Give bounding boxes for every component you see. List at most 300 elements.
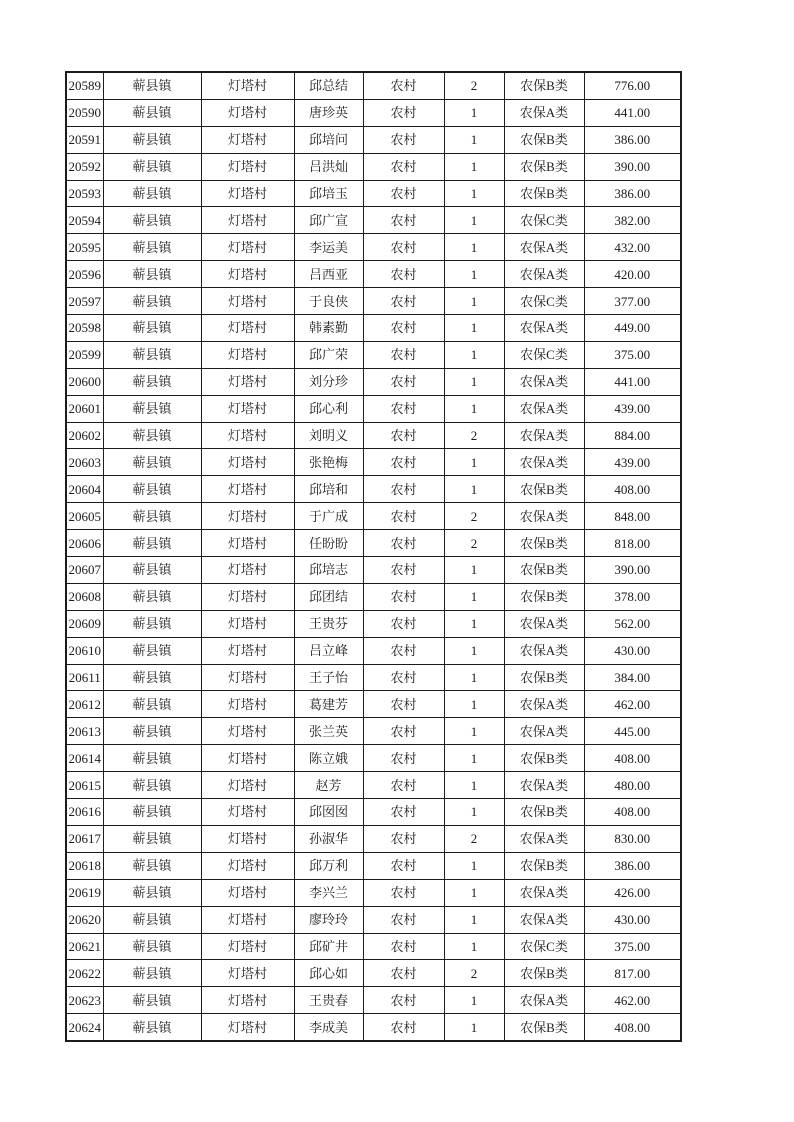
cell-id: 20613 bbox=[66, 718, 103, 745]
cell-town: 蕲县镇 bbox=[103, 153, 201, 180]
cell-count: 1 bbox=[444, 234, 504, 261]
cell-town: 蕲县镇 bbox=[103, 530, 201, 557]
cell-name: 邱培和 bbox=[294, 476, 363, 503]
cell-category: 农村 bbox=[363, 315, 444, 342]
cell-name: 孙淑华 bbox=[294, 825, 363, 852]
cell-count: 1 bbox=[444, 799, 504, 826]
cell-count: 1 bbox=[444, 126, 504, 153]
cell-amount: 776.00 bbox=[584, 72, 681, 99]
table-body bbox=[66, 72, 681, 1041]
cell-village: 灯塔村 bbox=[201, 72, 294, 99]
cell-name: 邱广宣 bbox=[294, 207, 363, 234]
table-row bbox=[66, 960, 681, 987]
cell-count: 1 bbox=[444, 906, 504, 933]
cell-category: 农村 bbox=[363, 718, 444, 745]
cell-name: 李运美 bbox=[294, 234, 363, 261]
cell-village: 灯塔村 bbox=[201, 852, 294, 879]
cell-village: 灯塔村 bbox=[201, 664, 294, 691]
table-row bbox=[66, 395, 681, 422]
cell-name: 刘分珍 bbox=[294, 368, 363, 395]
cell-category: 农村 bbox=[363, 987, 444, 1014]
cell-insurance_type: 农保C类 bbox=[504, 207, 584, 234]
cell-id: 20605 bbox=[66, 503, 103, 530]
cell-insurance_type: 农保B类 bbox=[504, 530, 584, 557]
cell-count: 1 bbox=[444, 1014, 504, 1041]
cell-village: 灯塔村 bbox=[201, 960, 294, 987]
cell-amount: 378.00 bbox=[584, 583, 681, 610]
cell-name: 邱培问 bbox=[294, 126, 363, 153]
cell-insurance_type: 农保A类 bbox=[504, 691, 584, 718]
cell-name: 吕立峰 bbox=[294, 637, 363, 664]
cell-count: 1 bbox=[444, 207, 504, 234]
cell-category: 农村 bbox=[363, 825, 444, 852]
cell-town: 蕲县镇 bbox=[103, 987, 201, 1014]
cell-amount: 375.00 bbox=[584, 341, 681, 368]
cell-id: 20595 bbox=[66, 234, 103, 261]
cell-town: 蕲县镇 bbox=[103, 449, 201, 476]
cell-amount: 408.00 bbox=[584, 745, 681, 772]
table-row bbox=[66, 72, 681, 99]
cell-count: 2 bbox=[444, 530, 504, 557]
cell-category: 农村 bbox=[363, 1014, 444, 1041]
cell-insurance_type: 农保A类 bbox=[504, 879, 584, 906]
cell-name: 王贵春 bbox=[294, 987, 363, 1014]
table-row bbox=[66, 368, 681, 395]
cell-town: 蕲县镇 bbox=[103, 799, 201, 826]
cell-count: 1 bbox=[444, 933, 504, 960]
cell-category: 农村 bbox=[363, 530, 444, 557]
cell-name: 邱培志 bbox=[294, 557, 363, 584]
cell-town: 蕲县镇 bbox=[103, 960, 201, 987]
cell-insurance_type: 农保A类 bbox=[504, 261, 584, 288]
cell-insurance_type: 农保B类 bbox=[504, 1014, 584, 1041]
cell-id: 20591 bbox=[66, 126, 103, 153]
cell-insurance_type: 农保A类 bbox=[504, 315, 584, 342]
cell-insurance_type: 农保B类 bbox=[504, 72, 584, 99]
cell-id: 20622 bbox=[66, 960, 103, 987]
cell-amount: 382.00 bbox=[584, 207, 681, 234]
cell-id: 20623 bbox=[66, 987, 103, 1014]
cell-id: 20599 bbox=[66, 341, 103, 368]
cell-amount: 817.00 bbox=[584, 960, 681, 987]
cell-id: 20600 bbox=[66, 368, 103, 395]
cell-village: 灯塔村 bbox=[201, 395, 294, 422]
cell-insurance_type: 农保A类 bbox=[504, 637, 584, 664]
cell-town: 蕲县镇 bbox=[103, 772, 201, 799]
cell-amount: 462.00 bbox=[584, 987, 681, 1014]
cell-town: 蕲县镇 bbox=[103, 933, 201, 960]
cell-category: 农村 bbox=[363, 960, 444, 987]
cell-id: 20620 bbox=[66, 906, 103, 933]
cell-town: 蕲县镇 bbox=[103, 476, 201, 503]
cell-id: 20607 bbox=[66, 557, 103, 584]
cell-insurance_type: 农保A类 bbox=[504, 610, 584, 637]
cell-village: 灯塔村 bbox=[201, 126, 294, 153]
cell-amount: 390.00 bbox=[584, 153, 681, 180]
cell-category: 农村 bbox=[363, 422, 444, 449]
cell-town: 蕲县镇 bbox=[103, 583, 201, 610]
cell-id: 20598 bbox=[66, 315, 103, 342]
cell-insurance_type: 农保A类 bbox=[504, 906, 584, 933]
cell-name: 陈立娥 bbox=[294, 745, 363, 772]
cell-count: 1 bbox=[444, 637, 504, 664]
cell-category: 农村 bbox=[363, 799, 444, 826]
cell-name: 于良侠 bbox=[294, 288, 363, 315]
cell-village: 灯塔村 bbox=[201, 530, 294, 557]
table-row bbox=[66, 315, 681, 342]
cell-village: 灯塔村 bbox=[201, 99, 294, 126]
cell-village: 灯塔村 bbox=[201, 449, 294, 476]
cell-town: 蕲县镇 bbox=[103, 341, 201, 368]
cell-town: 蕲县镇 bbox=[103, 745, 201, 772]
cell-name: 李兴兰 bbox=[294, 879, 363, 906]
cell-category: 农村 bbox=[363, 637, 444, 664]
cell-name: 李成美 bbox=[294, 1014, 363, 1041]
cell-name: 邱团结 bbox=[294, 583, 363, 610]
table-row bbox=[66, 476, 681, 503]
cell-amount: 386.00 bbox=[584, 180, 681, 207]
cell-name: 葛建芳 bbox=[294, 691, 363, 718]
cell-insurance_type: 农保B类 bbox=[504, 153, 584, 180]
cell-id: 20624 bbox=[66, 1014, 103, 1041]
cell-town: 蕲县镇 bbox=[103, 261, 201, 288]
cell-id: 20618 bbox=[66, 852, 103, 879]
cell-count: 1 bbox=[444, 180, 504, 207]
cell-insurance_type: 农保B类 bbox=[504, 476, 584, 503]
cell-name: 任盼盼 bbox=[294, 530, 363, 557]
cell-name: 刘明义 bbox=[294, 422, 363, 449]
cell-id: 20606 bbox=[66, 530, 103, 557]
cell-name: 吕西亚 bbox=[294, 261, 363, 288]
cell-insurance_type: 农保B类 bbox=[504, 852, 584, 879]
cell-id: 20594 bbox=[66, 207, 103, 234]
table-row bbox=[66, 557, 681, 584]
cell-count: 2 bbox=[444, 960, 504, 987]
cell-village: 灯塔村 bbox=[201, 557, 294, 584]
table-row bbox=[66, 691, 681, 718]
cell-insurance_type: 农保A类 bbox=[504, 395, 584, 422]
cell-category: 农村 bbox=[363, 153, 444, 180]
cell-name: 邱总结 bbox=[294, 72, 363, 99]
cell-amount: 430.00 bbox=[584, 906, 681, 933]
cell-town: 蕲县镇 bbox=[103, 825, 201, 852]
cell-village: 灯塔村 bbox=[201, 288, 294, 315]
cell-id: 20602 bbox=[66, 422, 103, 449]
cell-town: 蕲县镇 bbox=[103, 691, 201, 718]
cell-id: 20619 bbox=[66, 879, 103, 906]
cell-count: 1 bbox=[444, 557, 504, 584]
cell-village: 灯塔村 bbox=[201, 341, 294, 368]
cell-name: 邱广荣 bbox=[294, 341, 363, 368]
cell-village: 灯塔村 bbox=[201, 368, 294, 395]
cell-name: 于广成 bbox=[294, 503, 363, 530]
cell-village: 灯塔村 bbox=[201, 610, 294, 637]
cell-id: 20593 bbox=[66, 180, 103, 207]
table-row bbox=[66, 530, 681, 557]
cell-village: 灯塔村 bbox=[201, 879, 294, 906]
cell-name: 王子怡 bbox=[294, 664, 363, 691]
cell-category: 农村 bbox=[363, 449, 444, 476]
benefits-table bbox=[65, 71, 682, 1042]
cell-insurance_type: 农保A类 bbox=[504, 503, 584, 530]
cell-id: 20610 bbox=[66, 637, 103, 664]
cell-insurance_type: 农保C类 bbox=[504, 933, 584, 960]
table-row bbox=[66, 799, 681, 826]
cell-town: 蕲县镇 bbox=[103, 288, 201, 315]
cell-name: 邱万利 bbox=[294, 852, 363, 879]
cell-category: 农村 bbox=[363, 261, 444, 288]
cell-id: 20597 bbox=[66, 288, 103, 315]
cell-id: 20612 bbox=[66, 691, 103, 718]
cell-category: 农村 bbox=[363, 933, 444, 960]
cell-town: 蕲县镇 bbox=[103, 126, 201, 153]
cell-count: 1 bbox=[444, 449, 504, 476]
table-row bbox=[66, 261, 681, 288]
table-row bbox=[66, 234, 681, 261]
cell-amount: 441.00 bbox=[584, 368, 681, 395]
table-row bbox=[66, 906, 681, 933]
cell-amount: 420.00 bbox=[584, 261, 681, 288]
cell-count: 1 bbox=[444, 288, 504, 315]
cell-count: 1 bbox=[444, 368, 504, 395]
cell-insurance_type: 农保A类 bbox=[504, 772, 584, 799]
cell-town: 蕲县镇 bbox=[103, 72, 201, 99]
table-row bbox=[66, 99, 681, 126]
cell-count: 1 bbox=[444, 341, 504, 368]
cell-town: 蕲县镇 bbox=[103, 852, 201, 879]
cell-insurance_type: 农保B类 bbox=[504, 180, 584, 207]
cell-amount: 449.00 bbox=[584, 315, 681, 342]
cell-amount: 377.00 bbox=[584, 288, 681, 315]
cell-village: 灯塔村 bbox=[201, 207, 294, 234]
cell-name: 邱心利 bbox=[294, 395, 363, 422]
cell-name: 王贵芬 bbox=[294, 610, 363, 637]
cell-amount: 848.00 bbox=[584, 503, 681, 530]
cell-id: 20616 bbox=[66, 799, 103, 826]
cell-count: 1 bbox=[444, 852, 504, 879]
cell-id: 20601 bbox=[66, 395, 103, 422]
table-row bbox=[66, 583, 681, 610]
table-row bbox=[66, 422, 681, 449]
cell-insurance_type: 农保B类 bbox=[504, 583, 584, 610]
cell-id: 20609 bbox=[66, 610, 103, 637]
cell-id: 20611 bbox=[66, 664, 103, 691]
cell-town: 蕲县镇 bbox=[103, 879, 201, 906]
cell-category: 农村 bbox=[363, 234, 444, 261]
cell-amount: 562.00 bbox=[584, 610, 681, 637]
cell-amount: 441.00 bbox=[584, 99, 681, 126]
cell-amount: 462.00 bbox=[584, 691, 681, 718]
cell-name: 唐珍英 bbox=[294, 99, 363, 126]
cell-amount: 818.00 bbox=[584, 530, 681, 557]
cell-village: 灯塔村 bbox=[201, 1014, 294, 1041]
cell-amount: 408.00 bbox=[584, 799, 681, 826]
cell-village: 灯塔村 bbox=[201, 503, 294, 530]
cell-amount: 432.00 bbox=[584, 234, 681, 261]
cell-town: 蕲县镇 bbox=[103, 315, 201, 342]
cell-town: 蕲县镇 bbox=[103, 1014, 201, 1041]
cell-count: 1 bbox=[444, 691, 504, 718]
table-row bbox=[66, 933, 681, 960]
cell-town: 蕲县镇 bbox=[103, 180, 201, 207]
cell-town: 蕲县镇 bbox=[103, 906, 201, 933]
cell-amount: 439.00 bbox=[584, 395, 681, 422]
cell-village: 灯塔村 bbox=[201, 583, 294, 610]
cell-insurance_type: 农保A类 bbox=[504, 422, 584, 449]
cell-category: 农村 bbox=[363, 691, 444, 718]
cell-name: 张兰英 bbox=[294, 718, 363, 745]
cell-town: 蕲县镇 bbox=[103, 503, 201, 530]
cell-amount: 390.00 bbox=[584, 557, 681, 584]
cell-count: 1 bbox=[444, 395, 504, 422]
cell-id: 20590 bbox=[66, 99, 103, 126]
cell-id: 20592 bbox=[66, 153, 103, 180]
cell-category: 农村 bbox=[363, 476, 444, 503]
cell-category: 农村 bbox=[363, 503, 444, 530]
cell-town: 蕲县镇 bbox=[103, 368, 201, 395]
table-row bbox=[66, 153, 681, 180]
cell-insurance_type: 农保A类 bbox=[504, 99, 584, 126]
cell-name: 赵芳 bbox=[294, 772, 363, 799]
cell-amount: 439.00 bbox=[584, 449, 681, 476]
table-row bbox=[66, 825, 681, 852]
table-row bbox=[66, 745, 681, 772]
cell-name: 张艳梅 bbox=[294, 449, 363, 476]
cell-village: 灯塔村 bbox=[201, 476, 294, 503]
cell-village: 灯塔村 bbox=[201, 422, 294, 449]
cell-village: 灯塔村 bbox=[201, 718, 294, 745]
cell-count: 1 bbox=[444, 583, 504, 610]
table-row bbox=[66, 852, 681, 879]
cell-count: 1 bbox=[444, 664, 504, 691]
cell-town: 蕲县镇 bbox=[103, 422, 201, 449]
cell-count: 1 bbox=[444, 261, 504, 288]
cell-id: 20614 bbox=[66, 745, 103, 772]
cell-count: 1 bbox=[444, 745, 504, 772]
cell-category: 农村 bbox=[363, 557, 444, 584]
cell-town: 蕲县镇 bbox=[103, 718, 201, 745]
cell-village: 灯塔村 bbox=[201, 933, 294, 960]
cell-id: 20596 bbox=[66, 261, 103, 288]
cell-category: 农村 bbox=[363, 288, 444, 315]
cell-village: 灯塔村 bbox=[201, 906, 294, 933]
cell-id: 20603 bbox=[66, 449, 103, 476]
cell-village: 灯塔村 bbox=[201, 637, 294, 664]
cell-village: 灯塔村 bbox=[201, 261, 294, 288]
cell-id: 20608 bbox=[66, 583, 103, 610]
cell-category: 农村 bbox=[363, 207, 444, 234]
cell-amount: 830.00 bbox=[584, 825, 681, 852]
cell-insurance_type: 农保A类 bbox=[504, 825, 584, 852]
cell-category: 农村 bbox=[363, 879, 444, 906]
cell-amount: 386.00 bbox=[584, 126, 681, 153]
cell-village: 灯塔村 bbox=[201, 987, 294, 1014]
table-row bbox=[66, 772, 681, 799]
cell-village: 灯塔村 bbox=[201, 315, 294, 342]
cell-count: 1 bbox=[444, 99, 504, 126]
cell-insurance_type: 农保C类 bbox=[504, 341, 584, 368]
cell-insurance_type: 农保A类 bbox=[504, 449, 584, 476]
cell-village: 灯塔村 bbox=[201, 180, 294, 207]
cell-town: 蕲县镇 bbox=[103, 207, 201, 234]
cell-town: 蕲县镇 bbox=[103, 557, 201, 584]
cell-count: 1 bbox=[444, 315, 504, 342]
cell-name: 邱心如 bbox=[294, 960, 363, 987]
cell-insurance_type: 农保B类 bbox=[504, 960, 584, 987]
cell-category: 农村 bbox=[363, 180, 444, 207]
cell-id: 20621 bbox=[66, 933, 103, 960]
cell-amount: 480.00 bbox=[584, 772, 681, 799]
table-row bbox=[66, 610, 681, 637]
cell-village: 灯塔村 bbox=[201, 799, 294, 826]
cell-insurance_type: 农保A类 bbox=[504, 234, 584, 261]
cell-town: 蕲县镇 bbox=[103, 234, 201, 261]
cell-count: 1 bbox=[444, 476, 504, 503]
cell-category: 农村 bbox=[363, 341, 444, 368]
cell-amount: 884.00 bbox=[584, 422, 681, 449]
cell-insurance_type: 农保A类 bbox=[504, 987, 584, 1014]
cell-category: 农村 bbox=[363, 395, 444, 422]
cell-insurance_type: 农保B类 bbox=[504, 664, 584, 691]
cell-amount: 408.00 bbox=[584, 1014, 681, 1041]
cell-insurance_type: 农保A类 bbox=[504, 368, 584, 395]
cell-category: 农村 bbox=[363, 906, 444, 933]
cell-village: 灯塔村 bbox=[201, 772, 294, 799]
cell-count: 2 bbox=[444, 72, 504, 99]
cell-name: 邱矿井 bbox=[294, 933, 363, 960]
cell-category: 农村 bbox=[363, 610, 444, 637]
cell-count: 1 bbox=[444, 879, 504, 906]
cell-category: 农村 bbox=[363, 126, 444, 153]
cell-village: 灯塔村 bbox=[201, 825, 294, 852]
table-row bbox=[66, 126, 681, 153]
table-row bbox=[66, 341, 681, 368]
cell-count: 1 bbox=[444, 987, 504, 1014]
table-row bbox=[66, 718, 681, 745]
cell-insurance_type: 农保B类 bbox=[504, 126, 584, 153]
cell-village: 灯塔村 bbox=[201, 745, 294, 772]
cell-name: 吕洪灿 bbox=[294, 153, 363, 180]
cell-village: 灯塔村 bbox=[201, 234, 294, 261]
cell-count: 1 bbox=[444, 718, 504, 745]
cell-name: 韩素勤 bbox=[294, 315, 363, 342]
cell-insurance_type: 农保C类 bbox=[504, 288, 584, 315]
cell-count: 1 bbox=[444, 153, 504, 180]
cell-category: 农村 bbox=[363, 368, 444, 395]
table-row bbox=[66, 664, 681, 691]
cell-town: 蕲县镇 bbox=[103, 664, 201, 691]
table-row bbox=[66, 1014, 681, 1041]
table-row bbox=[66, 288, 681, 315]
cell-insurance_type: 农保A类 bbox=[504, 718, 584, 745]
cell-count: 2 bbox=[444, 825, 504, 852]
cell-category: 农村 bbox=[363, 745, 444, 772]
table-row bbox=[66, 987, 681, 1014]
cell-category: 农村 bbox=[363, 664, 444, 691]
cell-village: 灯塔村 bbox=[201, 153, 294, 180]
cell-count: 2 bbox=[444, 503, 504, 530]
cell-amount: 430.00 bbox=[584, 637, 681, 664]
cell-name: 廖玲玲 bbox=[294, 906, 363, 933]
cell-category: 农村 bbox=[363, 583, 444, 610]
cell-category: 农村 bbox=[363, 99, 444, 126]
cell-amount: 445.00 bbox=[584, 718, 681, 745]
table-row bbox=[66, 879, 681, 906]
table-row bbox=[66, 637, 681, 664]
cell-amount: 408.00 bbox=[584, 476, 681, 503]
cell-amount: 375.00 bbox=[584, 933, 681, 960]
cell-town: 蕲县镇 bbox=[103, 610, 201, 637]
